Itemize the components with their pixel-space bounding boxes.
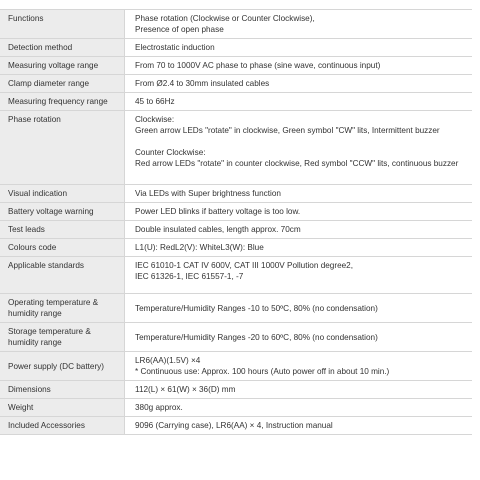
- spec-value-text: IEC 61326-1, IEC 61557-1, -7: [135, 272, 244, 281]
- spec-row: [0, 57, 472, 75]
- spec-row: [0, 39, 472, 57]
- spec-row: [0, 399, 472, 417]
- spec-value-text: 380g approx.: [135, 403, 183, 412]
- spec-label-text: Visual indication: [8, 189, 68, 198]
- spec-value-text: L1(U): RedL2(V): WhiteL3(W): Blue: [135, 243, 264, 252]
- spec-label-text: Included Accessories: [8, 421, 85, 430]
- spec-label-cell: [0, 111, 125, 185]
- spec-value-text: Phase rotation (Clockwise or Counter Clockwise),: [135, 14, 315, 23]
- spec-value-cell: [125, 93, 473, 111]
- spec-row: [0, 417, 472, 435]
- spec-label-cell: [0, 417, 125, 435]
- spec-value-text: From 70 to 1000V AC phase to phase (sine wave, continuous input): [135, 61, 381, 70]
- spec-value-cell: [125, 203, 473, 221]
- spec-label-cell: [0, 75, 125, 93]
- spec-row: [0, 239, 472, 257]
- spec-value-text: Power LED blinks if battery voltage is too low.: [135, 207, 301, 216]
- spec-label-cell: [0, 381, 125, 399]
- spec-label-text: Applicable standards: [8, 261, 85, 270]
- spec-value-text: * Continuous use: Approx. 100 hours (Auto power off in about 10 min.): [135, 367, 390, 376]
- spec-value-text: From Ø2.4 to 30mm insulated cables: [135, 79, 270, 88]
- spec-row: [0, 185, 472, 203]
- spec-value-text: Red arrow LEDs "rotate" in counter clockwise, Red symbol "CCW" lits, continuous buzzer: [135, 159, 459, 168]
- specifications-table: [0, 9, 472, 435]
- spec-value-cell: [125, 352, 473, 381]
- spec-value-text: IEC 61010-1 CAT IV 600V, CAT III 1000V Pollution degree2,: [135, 261, 354, 270]
- spec-value-cell: [125, 39, 473, 57]
- spec-value-text: Double insulated cables, length approx. 70cm: [135, 225, 301, 234]
- spec-label-cell: [0, 203, 125, 221]
- spec-value-text: Via LEDs with Super brightness function: [135, 189, 281, 198]
- spec-value-text: Clockwise:: [135, 115, 175, 124]
- spec-label-cell: [0, 185, 125, 203]
- spec-label-text: Storage temperature &: [8, 327, 91, 336]
- spec-label-cell: [0, 93, 125, 111]
- spec-value-cell: [125, 75, 473, 93]
- spec-value-text: 112(L) × 61(W) × 36(D) mm: [135, 385, 236, 394]
- spec-label-text: Colours code: [8, 243, 57, 252]
- spec-row: [0, 381, 472, 399]
- spec-value-text: Counter Clockwise:: [135, 148, 206, 157]
- spec-value-cell: [125, 323, 473, 352]
- spec-row: [0, 75, 472, 93]
- spec-label-text: Battery voltage warning: [8, 207, 94, 216]
- spec-value-text: Temperature/Humidity Ranges -10 to 50ºC, 80% (no condensation): [135, 303, 378, 313]
- spec-value-cell: [125, 294, 473, 323]
- spec-label-text: Test leads: [8, 225, 45, 234]
- spec-label-text: Operating temperature &: [8, 298, 99, 307]
- spec-label-cell: [0, 239, 125, 257]
- spec-label-text: Phase rotation: [8, 115, 61, 124]
- spec-value-cell: [125, 399, 473, 417]
- spec-value-spacer: [135, 136, 468, 147]
- spec-label-text: Measuring frequency range: [8, 97, 108, 106]
- spec-label-text: Functions: [8, 14, 44, 23]
- spec-label-cell: [0, 352, 125, 381]
- spec-row: [0, 203, 472, 221]
- spec-value-cell: [125, 381, 473, 399]
- spec-row: [0, 257, 472, 294]
- spec-value-cell: [125, 111, 473, 185]
- spec-label-text: Detection method: [8, 43, 73, 52]
- spec-value-text: Presence of open phase: [135, 25, 224, 34]
- spec-label-cell: [0, 39, 125, 57]
- spec-value-cell: [125, 257, 473, 294]
- spec-row: [0, 323, 472, 352]
- spec-label-cell: [0, 221, 125, 239]
- spec-row: [0, 221, 472, 239]
- spec-label-cell: [0, 10, 125, 39]
- spec-label-text: Power supply (DC battery): [8, 361, 105, 371]
- spec-row: [0, 352, 472, 381]
- spec-label-text: humidity range: [8, 338, 62, 347]
- spec-label-text: Measuring voltage range: [8, 61, 99, 70]
- spec-value-text: LR6(AA)(1.5V) ×4: [135, 356, 201, 365]
- spec-value-cell: [125, 417, 473, 435]
- spec-row: [0, 93, 472, 111]
- spec-value-cell: [125, 239, 473, 257]
- spec-value-text: Electrostatic induction: [135, 43, 215, 52]
- spec-value-cell: [125, 221, 473, 239]
- spec-label-text: humidity range: [8, 309, 62, 318]
- spec-value-text: 9096 (Carrying case), LR6(AA) × 4, Instruction manual: [135, 421, 333, 430]
- spec-label-text: Weight: [8, 403, 34, 412]
- spec-value-cell: [125, 10, 473, 39]
- spec-value-text: Temperature/Humidity Ranges -20 to 60ºC, 80% (no condensation): [135, 332, 378, 342]
- spec-value-cell: [125, 185, 473, 203]
- spec-label-cell: [0, 57, 125, 75]
- spec-label-text: Clamp diameter range: [8, 79, 90, 88]
- spec-value-text: Green arrow LEDs "rotate" in clockwise, Green symbol "CW" lits, Intermittent buzzer: [135, 126, 440, 135]
- spec-row: [0, 10, 472, 39]
- spec-label-cell: [0, 257, 125, 294]
- spec-row: [0, 111, 472, 185]
- spec-value-text: 45 to 66Hz: [135, 97, 175, 106]
- specifications-table-body: [0, 10, 472, 435]
- spec-label-cell: [0, 323, 125, 352]
- spec-row: [0, 294, 472, 323]
- spec-label-cell: [0, 294, 125, 323]
- spec-value-cell: [125, 57, 473, 75]
- spec-label-cell: [0, 399, 125, 417]
- spec-label-text: Dimensions: [8, 385, 51, 394]
